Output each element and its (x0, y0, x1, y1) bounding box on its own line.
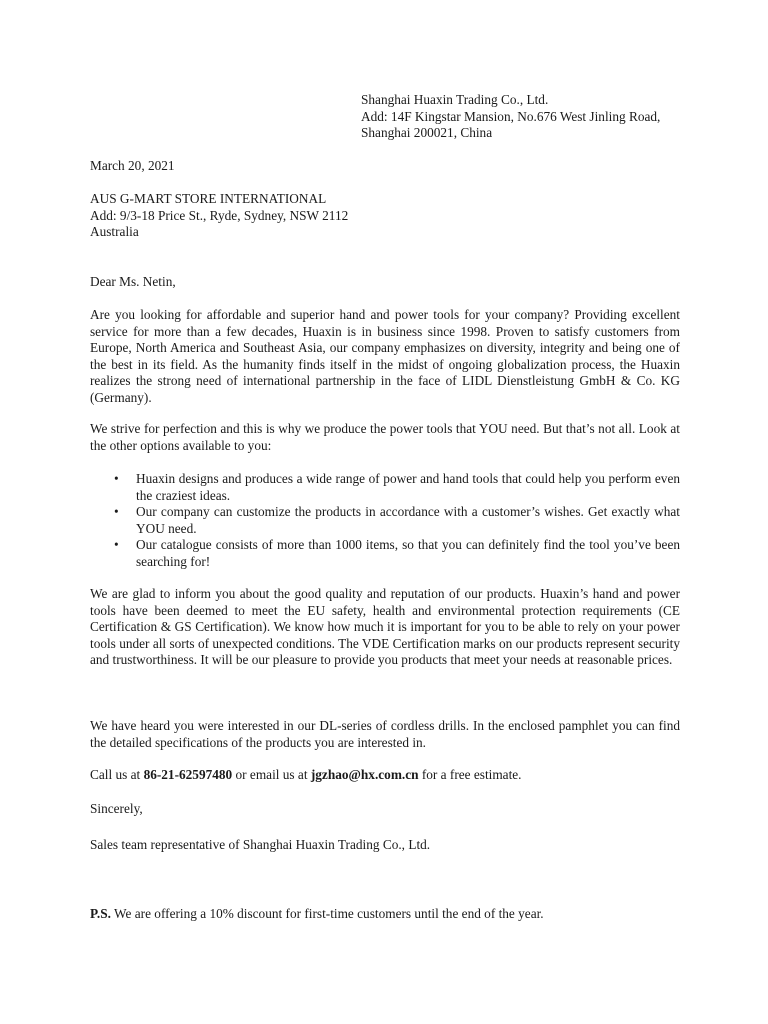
email-address: jgzhao@hx.com.cn (310, 767, 419, 782)
intro-paragraph: Are you looking for affordable and superior hand and power tools for your company? Providing excellent service for more than a few decades, Huaxin is in business since 1998. Proven to satisfy customers from Europe, North America and Southeast Asia, our company emphasizes on diversity, integrity and being one of the best in its field. As the humanity finds itself in the midst of ongoing globalization process, the Huaxin realizes the strong need of international partnership in the face of LIDL Dienstleistung GmbH & Co. KG (Germany). (90, 307, 680, 405)
recipient-address-block (90, 191, 490, 241)
bullet-icon: • (114, 504, 119, 520)
list-item (90, 537, 680, 570)
recipient-address-line-1: Add: 9/3-18 Price St., Ryde, Sydney, NSW 2112 (90, 207, 349, 223)
contact-middle: or email us at (232, 767, 311, 782)
recipient-name: AUS G-MART STORE INTERNATIONAL (90, 191, 327, 206)
perfection-paragraph: We strive for perfection and this is why we produce the power tools that YOU need. But that’s not all. Look at the other options available to you: (90, 421, 680, 453)
closing: Sincerely, (90, 801, 143, 816)
bullet-text: Huaxin designs and produces a wide range of power and hand tools that could help you perform even the craziest ideas. (136, 471, 680, 503)
ps-label: P.S. (90, 906, 111, 921)
contact-line (90, 767, 680, 784)
ps-text: We are offering a 10% discount for first-time customers until the end of the year. (110, 906, 544, 921)
sender-company: Shanghai Huaxin Trading Co., Ltd. (361, 92, 549, 107)
list-item (90, 471, 680, 504)
contact-suffix: for a free estimate. (418, 767, 522, 782)
postscript (90, 906, 680, 923)
list-item (90, 504, 680, 537)
recipient-address-line-2: Australia (90, 224, 139, 240)
sender-address-line-2: Shanghai 200021, China (361, 125, 493, 141)
interest-paragraph: We have heard you were interested in our DL-series of cordless drills. In the enclosed pamphlet you can find the detailed specifications of the products you are interested in. (90, 718, 680, 750)
contact-prefix: Call us at (90, 767, 144, 782)
letter-date: March 20, 2021 (90, 158, 175, 173)
sender-address-block (361, 92, 741, 142)
salutation: Dear Ms. Netin, (90, 274, 176, 289)
bullet-text: Our catalogue consists of more than 1000 items, so that you can definitely find the tool you’ve been searching for! (136, 537, 680, 569)
quality-paragraph: We are glad to inform you about the good quality and reputation of our products. Huaxin’s hand and power tools have been deemed to meet the EU safety, health and environmental protection requirements (CE Certification & GS Certification). We know how much it is important for you to be able to rely on your power tools under all sorts of unexpected conditions. The VDE Certification marks on our products represent security and trustworthiness. It will be our pleasure to provide you products that meet your needs at reasonable prices. (90, 586, 680, 668)
bullet-icon: • (114, 471, 119, 486)
options-bullet-list (90, 471, 680, 571)
phone-number: 86-21-62597480 (143, 767, 233, 782)
bullet-icon: • (114, 537, 119, 553)
signature-line: Sales team representative of Shanghai Huaxin Trading Co., Ltd. (90, 837, 431, 852)
bullet-text: Our company can customize the products in accordance with a customer’s wishes. Get exactly what YOU need. (136, 504, 680, 536)
sender-address-line-1: Add: 14F Kingstar Mansion, No.676 West Jinling Road, (361, 108, 661, 124)
